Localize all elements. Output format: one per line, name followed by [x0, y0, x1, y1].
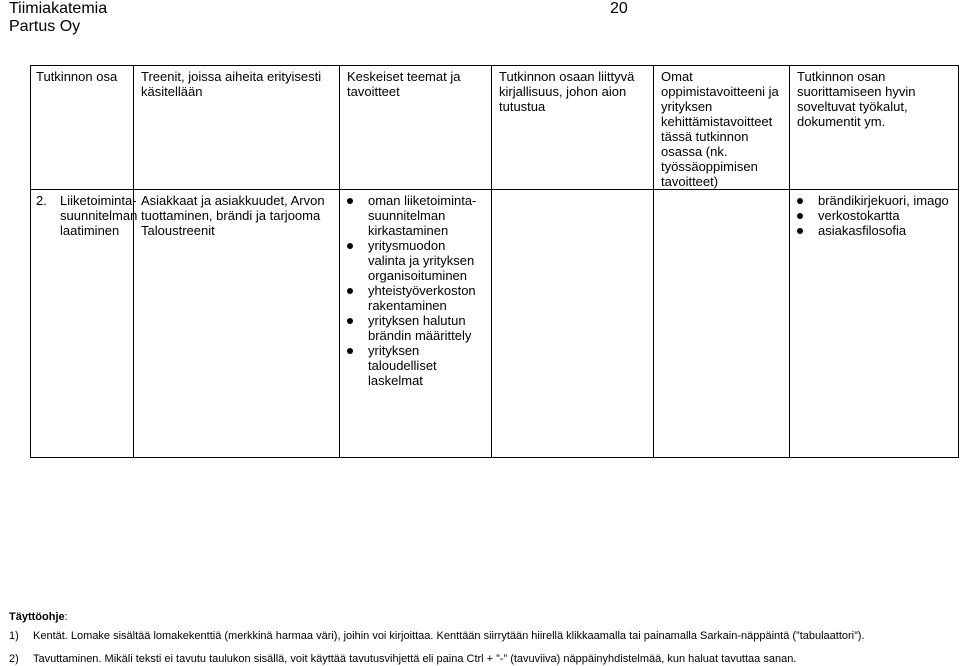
table-header-row: [31, 66, 959, 190]
list-item: yritysmuodon valinta ja yrityksen organisoituminen: [347, 238, 486, 283]
instruction-number: 1): [9, 630, 19, 642]
document-header: [9, 0, 107, 36]
column-header-goals: Omat oppimistavoitteeni ja yrityksen kehittämistavoitteet tässä tutkinnon osassa (nk. työssäoppimisen tavoitteet): [654, 66, 790, 190]
column-header-part: Tutkinnon osa: [31, 66, 134, 190]
instruction-number: 2): [9, 653, 19, 665]
cell-themes: [340, 190, 492, 458]
part-name: Liiketoiminta-suunnitelman laatiminen: [60, 193, 138, 238]
list-item: oman liiketoiminta-suunnitelman kirkastaminen: [347, 193, 486, 238]
list-item: brändikirjekuori, imago: [797, 193, 953, 208]
list-item: yrityksen halutun brändin määrittely: [347, 313, 486, 343]
instructions-title: Täyttöohje:: [9, 611, 68, 623]
company-name: Partus Oy: [9, 18, 81, 35]
page-number: 20: [610, 0, 628, 17]
cell-trainings: Asiakkaat ja asiakkuudet, Arvon tuottaminen, brändi ja tarjooma Taloustreenit: [134, 190, 340, 458]
cell-literature[interactable]: [492, 190, 654, 458]
column-header-trainings: Treenit, joissa aiheita erityisesti käsitellään: [134, 66, 340, 190]
cell-goals[interactable]: [654, 190, 790, 458]
list-item: yhteistyöverkoston rakentaminen: [347, 283, 486, 313]
part-number: 2.: [36, 193, 47, 208]
column-header-literature: Tutkinnon osaan liittyvä kirjallisuus, johon aion tutustua: [492, 66, 654, 190]
study-plan-table: [30, 65, 959, 458]
list-item: yrityksen taloudelliset laskelmat: [347, 343, 486, 388]
list-item: verkostokartta: [797, 208, 953, 223]
instruction-text: Kentät. Lomake sisältää lomakekenttiä (merkkinä harmaa väri), joihin voi kirjoittaa. Kenttään siirrytään hiirellä klikkaamalla tai painamalla Sarkain-näppäintä (”tabulaattori”).: [33, 630, 865, 642]
themes-list: [347, 193, 486, 388]
cell-tools: [790, 190, 959, 458]
column-header-tools: Tutkinnon osan suorittamiseen hyvin soveltuvat työkalut, dokumentit ym.: [790, 66, 959, 190]
cell-part: [31, 190, 138, 458]
instruction-item: [9, 630, 865, 643]
instruction-item: [9, 653, 797, 666]
instruction-text: Tavuttaminen. Mikäli teksti ei tavutu taulukon sisällä, voit käyttää tavutusvihjettä eli paina Ctrl + ”-” (tavuviiva) näppäinyhdistelmää, kun haluat tavuttaa sanan.: [33, 653, 797, 665]
organization-name: Tiimiakatemia: [9, 0, 108, 17]
column-header-themes: Keskeiset teemat ja tavoitteet: [340, 66, 492, 190]
tools-list: [797, 193, 953, 238]
list-item: asiakasfilosofia: [797, 223, 953, 238]
table-row: [31, 190, 959, 458]
